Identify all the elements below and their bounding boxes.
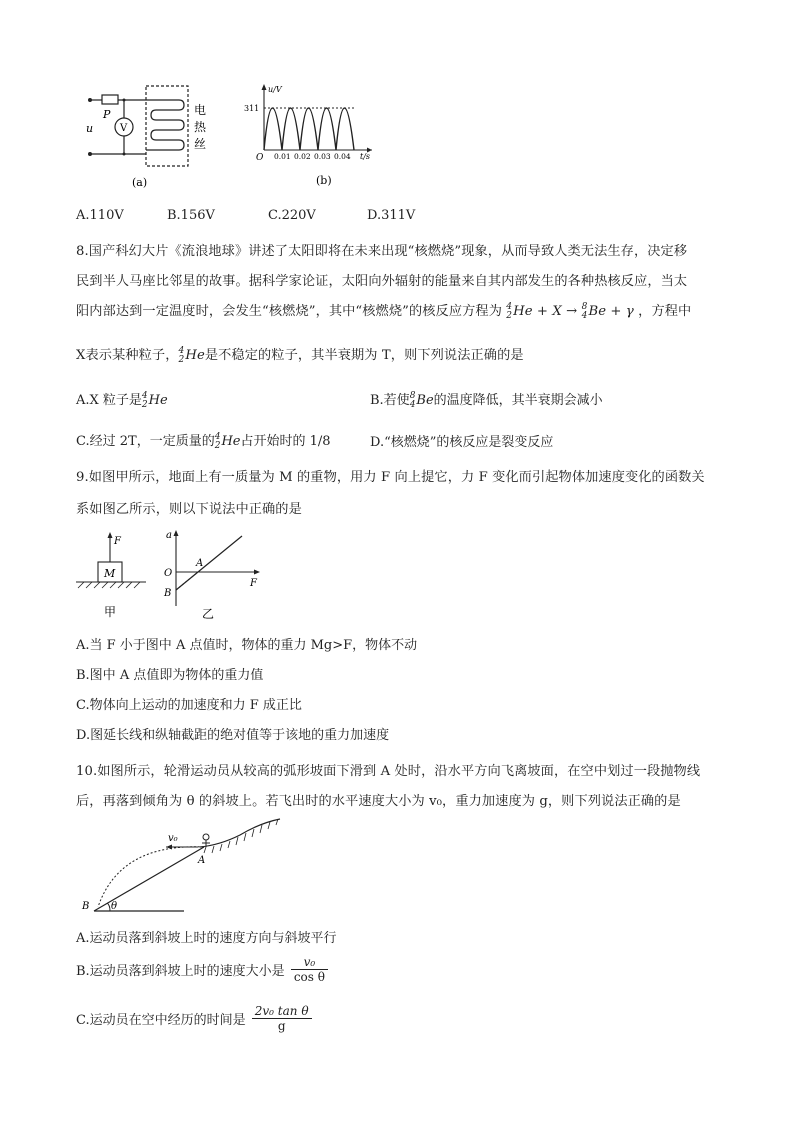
tick-3: 0.03	[314, 152, 331, 161]
label-p: P	[103, 108, 111, 121]
x-axis-label: t/s	[360, 152, 371, 161]
caption-yi: 乙	[202, 607, 215, 621]
q8-line-3-tail: ，方程中	[638, 304, 692, 319]
q8-option-d: D.“核燃烧”的核反应是裂变反应	[370, 435, 554, 450]
jia-force-label: F	[114, 536, 121, 547]
q8-line-3-text: 阳内部达到一定温度时，会发生“核燃烧”，其中“核燃烧”的核反应方程为	[76, 304, 502, 319]
waveform-curve	[264, 108, 354, 150]
q8-line-1: 8.国产科幻大片《流浪地球》讲述了太阳即将在未来出现“核燃烧”现象，从而导致人类无法生存，决定移	[76, 244, 688, 259]
q8-option-a: A.X 粒子是 4 2 He	[76, 390, 168, 410]
q8-line-3	[76, 300, 691, 321]
q7-option-a: A.110V	[76, 208, 124, 223]
q7-option-b: B.156V	[167, 208, 215, 223]
q10-option-b: B.运动员落到斜坡上时的速度大小是 $\frac{\text{v₀}}{\text{cos θ}}$	[76, 955, 328, 984]
mass-label: M	[104, 567, 116, 580]
tick-1: 0.01	[274, 152, 291, 161]
figure-a-circuit	[84, 84, 234, 194]
q8-line-2: 民到半人马座比邻星的故事。据科学家论证，太阳向外辐射的能量来自其内部发生的各种热核反应，当太	[76, 274, 688, 289]
q9-line-1: 9.如图甲所示，地面上有一质量为 M 的重物，用力 F 向上提它，力 F 变化而引起物体加速度变化的函数关	[76, 470, 705, 485]
q9-option-b: B.图中 A 点值即为物体的重力值	[76, 668, 264, 683]
y-axis-label: u/V	[268, 85, 282, 94]
caption-b: (b)	[316, 174, 332, 187]
q7-option-d: D.311V	[367, 208, 416, 223]
theta-label: θ	[111, 901, 118, 912]
q8-line-4: X表示某种粒子， 4 2 He是不稳定的粒子，其半衰期为 T，则下列说法正确的是	[76, 345, 524, 365]
heater-char-3: 丝	[194, 137, 207, 151]
q10-line-2: 后，再落到倾角为 θ 的斜坡上。若飞出时的水平速度大小为 v₀，重力加速度为 g，则下列说法正确的是	[76, 794, 681, 809]
q8-option-b: B.若使 8 4 Be的温度降低，其半衰期会减小	[370, 390, 603, 410]
q9-option-d: D.图延长线和纵轴截距的绝对值等于该地的重力加速度	[76, 728, 390, 743]
caption-jia: 甲	[104, 605, 117, 619]
tick-4: 0.04	[334, 152, 351, 161]
q10-option-c: C.运动员在空中经历的时间是 $\frac{\text{2v₀ tan θ}}{g}$	[76, 1004, 312, 1033]
peak-label: 311	[244, 104, 260, 113]
figure-jia	[76, 530, 156, 625]
yi-F-label: F	[250, 578, 257, 589]
yi-B-label: B	[164, 588, 172, 599]
q8-option-c: C.经过 2T，一定质量的 4 2 He占开始时的 1/8	[76, 431, 331, 451]
q9-option-a: A.当 F 小于图中 A 点值时，物体的重力 Mg>F，物体不动	[76, 638, 418, 653]
yi-O-label: O	[164, 568, 173, 579]
figure-b-waveform	[238, 80, 378, 190]
q10-c-fraction: $\frac{\text{2v₀ tan θ}}{g}$	[252, 1004, 312, 1033]
tick-2: 0.02	[294, 152, 311, 161]
heater-char-2: 热	[194, 120, 207, 134]
q9-line-2: 系如图乙所示，则以下说法中正确的是	[76, 502, 302, 517]
q10-b-fraction: $\frac{\text{v₀}}{\text{cos θ}}$	[291, 955, 328, 984]
v0-label: v₀	[168, 833, 178, 844]
skater-icon	[203, 834, 209, 840]
heater-char-1: 电	[194, 103, 207, 117]
q10-option-a: A.运动员落到斜坡上时的速度方向与斜坡平行	[76, 931, 337, 946]
origin-label: O	[256, 153, 264, 163]
B-label: B	[82, 901, 90, 912]
A-label: A	[198, 855, 206, 866]
q7-option-c: C.220V	[268, 208, 316, 223]
q9-option-c: C.物体向上运动的加速度和力 F 成正比	[76, 698, 302, 713]
resistor-p	[102, 95, 118, 104]
label-u: u	[86, 122, 94, 135]
figure-q10-slope	[80, 815, 300, 920]
voltmeter-label: V	[120, 123, 128, 134]
reaction-equation: 4 2 He + X → 8 4 Be + γ	[506, 301, 634, 321]
heater-coil	[146, 100, 184, 150]
caption-a: (a)	[132, 176, 148, 189]
q10-line-1: 10.如图所示，轮滑运动员从较高的弧形坡面下滑到 A 处时，沿水平方向飞离坡面，在空中划过一段抛物线	[76, 764, 701, 779]
figure-yi	[160, 528, 270, 623]
yi-A-label: A	[196, 558, 204, 569]
yi-a-label: a	[166, 530, 172, 541]
